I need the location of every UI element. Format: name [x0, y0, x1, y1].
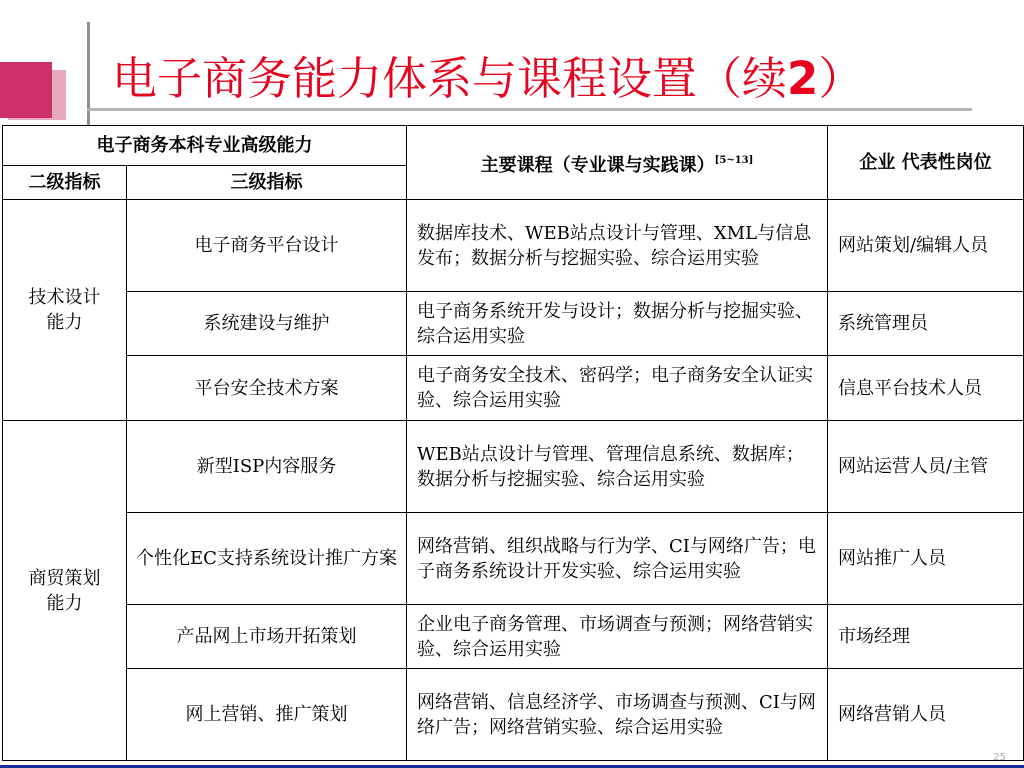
- header-level2: 二级指标: [3, 166, 127, 200]
- position-cell: 系统管理员: [828, 292, 1024, 356]
- position-cell: 网站推广人员: [828, 513, 1024, 605]
- header-courses: [407, 126, 828, 200]
- decor-horizontal-line: [87, 108, 972, 111]
- courses-cell: 企业电子商务管理、市场调查与预测；网络营销实验、综合运用实验: [407, 605, 828, 669]
- position-cell: 网站运营人员/主管: [828, 421, 1024, 513]
- courses-cell: 电子商务安全技术、密码学；电子商务安全认证实验、综合运用实验: [407, 356, 828, 421]
- level3-cell: 系统建设与维护: [127, 292, 407, 356]
- table-row: [3, 421, 1024, 513]
- position-cell: 网络营销人员: [828, 669, 1024, 761]
- courses-cell: 网络营销、组织战略与行为学、CI与网络广告；电子商务系统设计开发实验、综合运用实验: [407, 513, 828, 605]
- position-cell: 网站策划/编辑人员: [828, 200, 1024, 292]
- courses-cell: 网络营销、信息经济学、市场调查与预测、CI与网络广告；网络营销实验、综合运用实验: [407, 669, 828, 761]
- header-positions: 企业 代表性岗位: [828, 126, 1024, 200]
- level3-cell: 网上营销、推广策划: [127, 669, 407, 761]
- level3-cell: 产品网上市场开拓策划: [127, 605, 407, 669]
- slide-title-main: 电子商务能力体系与课程设置（续: [112, 52, 788, 105]
- table-row: [3, 356, 1024, 421]
- courses-cell: WEB站点设计与管理、管理信息系统、数据库；数据分析与挖掘实验、综合运用实验: [407, 421, 828, 513]
- header-level3: 三级指标: [127, 166, 407, 200]
- slide-title-number: 2: [787, 52, 819, 105]
- slide-title: [112, 42, 863, 107]
- table-header-row: [3, 126, 1024, 166]
- table-row: [3, 605, 1024, 669]
- header-courses-label: 主要课程（专业课与实践课）: [480, 154, 715, 176]
- curriculum-table: [2, 125, 1024, 761]
- group-name: 技术设计 能力: [3, 200, 127, 421]
- courses-cell: 数据库技术、WEB站点设计与管理、XML与信息发布；数据分析与挖掘实验、综合运用实验: [407, 200, 828, 292]
- decor-square-dark: [0, 62, 52, 118]
- header-top-group: 电子商务本科专业高级能力: [3, 126, 407, 166]
- page-number: 25: [993, 752, 1006, 763]
- table-row: [3, 200, 1024, 292]
- table-row: [3, 669, 1024, 761]
- level3-cell: 新型ISP内容服务: [127, 421, 407, 513]
- position-cell: 信息平台技术人员: [828, 356, 1024, 421]
- level3-cell: 平台安全技术方案: [127, 356, 407, 421]
- level3-cell: 个性化EC支持系统设计推广方案: [127, 513, 407, 605]
- table-row: [3, 513, 1024, 605]
- position-cell: 市场经理: [828, 605, 1024, 669]
- slide-title-close: ）: [818, 52, 864, 105]
- table-row: [3, 292, 1024, 356]
- header-courses-ref: [5~13]: [714, 154, 754, 166]
- level3-cell: 电子商务平台设计: [127, 200, 407, 292]
- courses-cell: 电子商务系统开发与设计；数据分析与挖掘实验、综合运用实验: [407, 292, 828, 356]
- group-name: 商贸策划 能力: [3, 421, 127, 761]
